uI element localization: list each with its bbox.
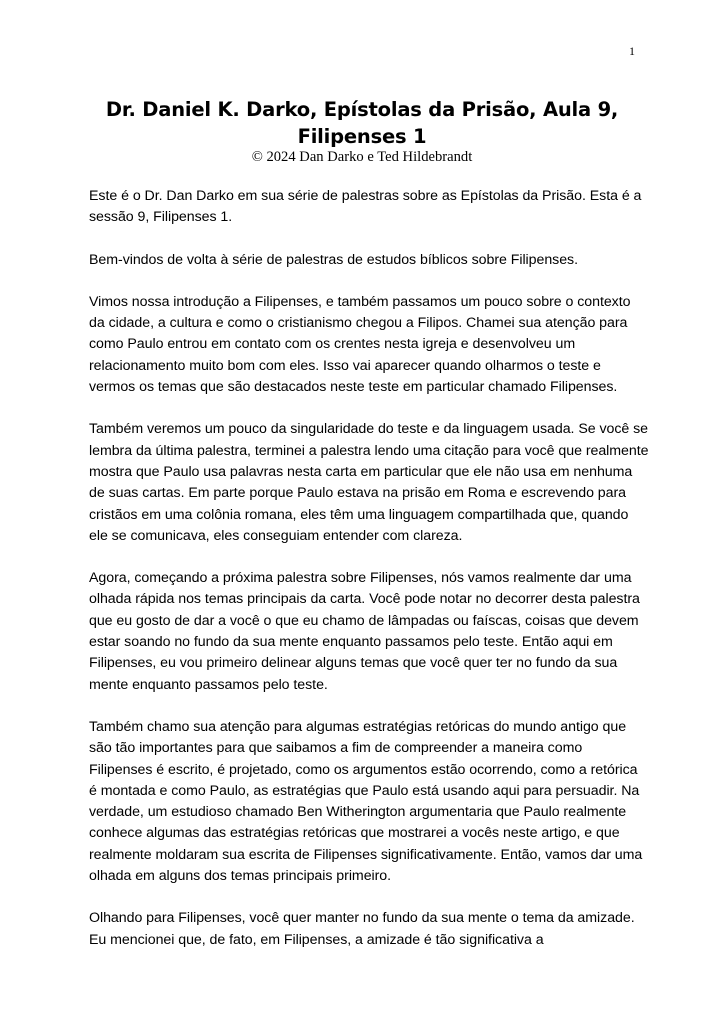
paragraph: Agora, começando a próxima palestra sobre Filipenses, nós vamos realmente dar uma olhada rápida nos temas principais da carta. Você pode notar no decorrer desta palestra que eu gosto de dar a você o que eu chamo de lâmpadas ou faíscas, coisas que devem estar soando no fundo da sua mente enquanto passamos pelo teste. Então aqui em Filipenses, eu vou primeiro delinear alguns temas que você quer ter no fundo da sua mente enquanto passamos pelo teste. — [89, 570, 640, 693]
paragraph: Olhando para Filipenses, você quer manter no fundo da sua mente o tema da amizade. Eu mencionei que, de fato, em Filipenses, a amizade é tão significativa a — [89, 910, 635, 948]
paragraph: Este é o Dr. Dan Darko em sua série de palestras sobre as Epístolas da Prisão. Esta é a sessão 9, Filipenses 1. — [89, 188, 642, 226]
page-title: Dr. Daniel K. Darko, Epístolas da Prisão, Aula 9, Filipenses 1 — [105, 98, 619, 148]
copyright-notice: © 2024 Dan Darko e Ted Hildebrandt — [251, 149, 473, 165]
paragraph: Bem-vindos de volta à série de palestras de estudos bíblicos sobre Filipenses. — [89, 251, 578, 268]
page-number: 1 — [629, 44, 635, 58]
document-body — [89, 186, 649, 972]
paragraph: Vimos nossa introdução a Filipenses, e também passamos um pouco sobre o contexto da cidade, a cultura e como o cristianismo chegou a Filipos. Chamei sua atenção para como Paulo entrou em contato com os crentes nesta igreja e desenvolveu um relacionamento muito bom com eles. Isso vai aparecer quando olharmos o teste e vermos os temas que são destacados neste teste em particular chamado Filipenses. — [89, 293, 631, 396]
paragraph: Também chamo sua atenção para algumas estratégias retóricas do mundo antigo que são tão importantes para que saibamos a fim de compreender a maneira como Filipenses é escrito, é projetado, como os argumentos estão ocorrendo, como a retórica é montada e como Paulo, as estratégias que Paulo está usando aqui para persuadir. Na verdade, um estudioso chamado Ben Witherington argumentaria que Paulo realmente conhece algumas das estratégias retóricas que mostrarei a vocês neste artigo, e que realmente moldaram sua escrita de Filipenses significativamente. Então, vamos dar uma olhada em alguns dos temas principais primeiro. — [89, 718, 643, 885]
paragraph: Também veremos um pouco da singularidade do teste e da linguagem usada. Se você se lembra da última palestra, terminei a palestra lendo uma citação para você que realmente mostra que Paulo usa palavras nesta carta em particular que ele não usa em nenhuma de suas cartas. Em parte porque Paulo estava na prisão em Roma e escrevendo para cristãos em uma colônia romana, eles têm uma linguagem compartilhada que, quando ele se comunicava, eles conseguiam entender com clareza. — [89, 421, 649, 544]
